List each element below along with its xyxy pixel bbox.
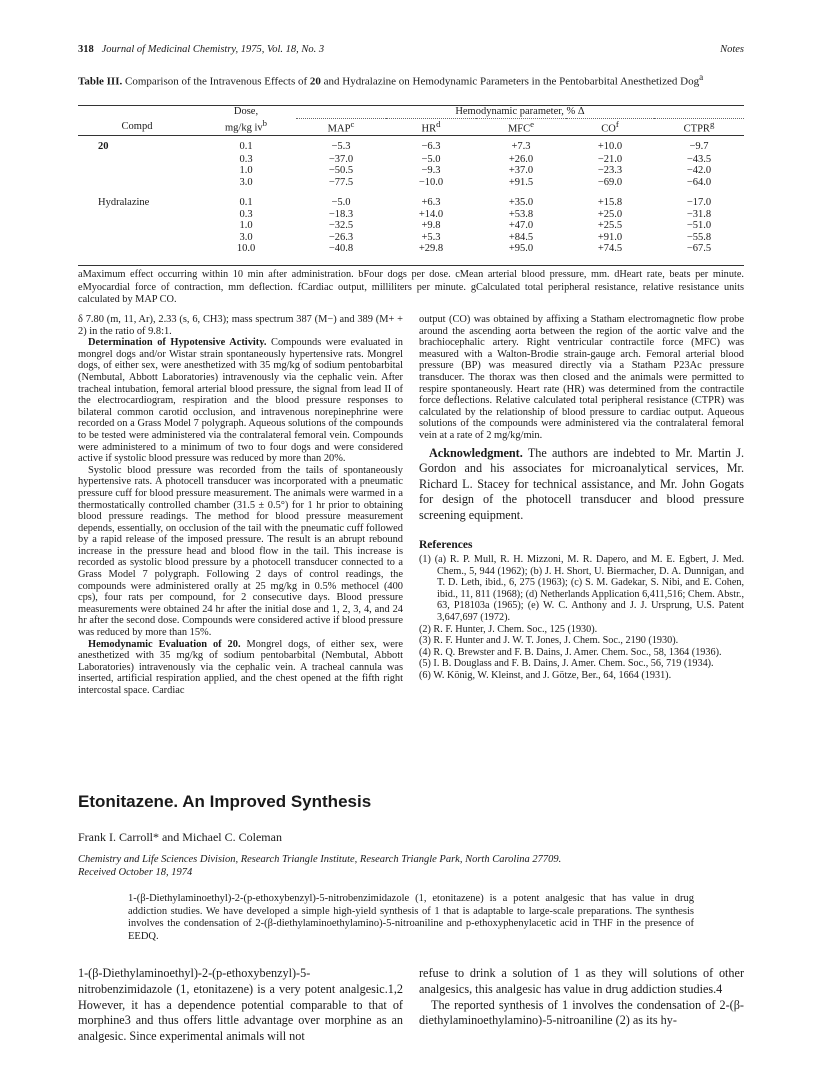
value-cell: −9.3	[421, 165, 441, 176]
compd-cell: 20	[98, 140, 109, 152]
value-cell: +9.8	[421, 220, 441, 231]
dose-cell: 3.0	[239, 231, 253, 243]
value-cell: +10.0	[597, 140, 623, 152]
compd-cell	[78, 154, 196, 166]
compd-cell	[78, 243, 196, 255]
value-cell: +37.0	[508, 165, 534, 176]
value-cell: −67.5	[686, 243, 712, 254]
body-left	[78, 966, 403, 1045]
value-cell: +25.0	[597, 208, 623, 220]
table-row	[78, 165, 744, 177]
dose-cell: 0.3	[239, 208, 253, 220]
compd-header: Compd	[121, 120, 153, 132]
value-cell: −37.0	[328, 153, 354, 165]
header-row-1	[78, 106, 744, 118]
compd-cell: Hydralazine	[98, 197, 150, 208]
reference-item: (3) R. F. Hunter and J. W. T. Jones, J. Chem. Soc., 2190 (1930).	[419, 635, 679, 647]
value-cell: +26.0	[508, 153, 534, 165]
table-row	[78, 140, 744, 154]
value-cell: +6.3	[421, 197, 441, 208]
intro-continued: refuse to drink a solution of 1 as they will solutions of other analgesics, this analgesic has value in drug addiction studies.4	[419, 966, 744, 996]
dose-unit-header: mg/kg $iv^b$	[224, 118, 267, 134]
synthesis-paragraph: The reported synthesis of 1 involves the condensation of 2-(β-diethylaminoethylamino)-5-nitroaniline (2) as its hy-	[419, 997, 744, 1028]
value-cell: −50.5	[328, 165, 354, 176]
param-header-co: $CO^f$	[601, 118, 619, 134]
param-header-hr: $HR^d$	[421, 118, 441, 134]
cardiac-output-paragraph: output (CO) was obtained by affixing a Statham electromagnetic flow probe around the ascending aorta between the region of the aortic valve and the brachiocephalic artery. Right ventricular contractile force (MFC) was measured with a Walton-Brodie strain-gauge arch. Femoral arterial blood pressure (BP) was measured directly via a Statham P23Ac pressure transducer. The thorax was then closed and the animals were permitted to respire spontaneously. Heart rate (HR) was determined from the contractile force deflections. Relative calculated total peripheral resistance (CTPR) was calculated by the relationship of blood pressure to cardiac output. Aqueous solutions of the compounds were administered via the contralateral femoral vein at a rate of 2 mg/kg/min.	[419, 314, 744, 441]
table-row	[78, 209, 744, 221]
value-cell: +91.0	[597, 231, 623, 243]
compd-cell	[78, 177, 196, 189]
dose-cell: 10.0	[236, 243, 256, 254]
caption-text-post: and Hydralazine on Hemodynamic Parameters in the Pentobarbital Anesthetized Dog	[320, 75, 700, 88]
table-row	[78, 177, 744, 189]
caption-compound: 20	[309, 75, 321, 88]
param-header-ctpr: CTPR$^g$	[683, 118, 715, 134]
dose-cell: 0.3	[239, 153, 253, 165]
right-column	[419, 314, 744, 682]
value-cell: +74.5	[597, 243, 623, 254]
value-cell: +84.5	[508, 231, 534, 243]
rat-method-paragraph: Systolic blood pressure was recorded from the tails of spontaneously hypertensive rats. A photocell transducer was incorporated with a pneumatic pressure cuff for blood pressure measurement. The animals were warmed in a thermostatically controlled chamber (31.5 ± 0.5°) for 1 hr prior to obtaining blood pressure readings. The method for blood pressure measurement depends, essentially, on occlusion of the tail with the pneumatic cuff followed by a rapid release of the imposed pressure. The result is an abrupt rebound increase in the pressure head and blood flow in the tail. This increase is recorded as systolic blood pressure by a photocell transducer connected to a Grass Model 7 polygraph. Following 2 days of control readings, the compounds were administered orally at 25 mg/kg in 0.5% methocel (400 cps), four rats per compound, for 2 consecutive days. Blood pressure measurements were obtained 24 hr after the initial dose and 1, 2, 3, 4, and 24 hr after the second dose. Compounds were considered active if blood pressure was reduced by more than 15%.	[78, 464, 403, 639]
acknowledgment: Acknowledgment. The authors are indebted to Mr. Martin J. Gordon and his associates for microanalytical services, Mr. Richard L. Stacey for technical assistance, and Mr. John Gogats for design of the photocell transducer and blood pressure screening equipment.	[419, 445, 744, 522]
dose-cell: 1.0	[239, 165, 253, 176]
group-header: Hemodynamic parameter, % Δ	[296, 106, 744, 118]
value-cell: −21.0	[597, 153, 623, 165]
value-cell: −64.0	[686, 176, 712, 188]
value-cell: +7.3	[511, 140, 531, 152]
running-header	[78, 44, 744, 55]
value-cell: +47.0	[508, 220, 534, 231]
value-cell: +14.0	[418, 208, 444, 220]
value-cell: −10.0	[418, 176, 444, 188]
references-heading: References	[419, 538, 473, 551]
param-header-map: MAP$^c$	[327, 118, 355, 134]
caption-text-pre: Comparison of the Intravenous Effects of	[122, 75, 310, 88]
table-label: Table III.	[78, 75, 123, 88]
value-cell: −51.0	[686, 220, 712, 231]
value-cell: −32.5	[328, 220, 354, 231]
value-cell: −40.8	[328, 243, 354, 254]
reference-item: (4) R. Q. Brewster and F. B. Dains, J. Amer. Chem. Soc., 58, 1364 (1936).	[419, 646, 722, 658]
left-column	[78, 314, 403, 697]
table-row	[78, 232, 744, 244]
caption-note: a	[699, 72, 704, 82]
value-cell: −5.0	[421, 153, 441, 165]
table-row	[78, 197, 744, 209]
article-title: Etonitazene. An Improved Synthesis	[78, 792, 372, 811]
article-affiliation	[78, 854, 561, 879]
journal-citation: Journal of Medicinal Chemistry, 1975, Vol. 18, No. 3	[101, 44, 325, 55]
value-cell: −77.5	[328, 176, 354, 188]
nmr-data: δ 7.80 (m, 11, Ar), 2.33 (s, 6, CH3); mass spectrum 387 (M−) and 389 (M+ + 2) in the ratio of 9.8:1.	[78, 314, 403, 337]
hypotensive-paragraph: Determination of Hypotensive Activity. Compounds were evaluated in mongrel dogs and/or Wistar strain spontaneously hypertensive rats. Mongrel dogs, of either sex, were anesthetized with 35 mg/kg of sodium pentobarbital (Nembutal, Abbott Laboratories) intravenously via the cephalic vein. After tracheal intubation, femoral arterial blood pressure, the signal from lead II of the electrocardiogram, respiration and the blood pressure responses to bilateral common carotid occlusion, and intravenous norepinephrine were recorded on a Grass Model 7 polygraph. Aqueous solutions of the compounds to be tested were administered via the contralateral femoral vein. Compounds were administered to a minimum of two to four dogs and were considered active if systolic blood pressure was reduced by more than 20%.	[78, 337, 404, 465]
intro-paragraph: 1-(β-Diethylaminoethyl)-2-(p-ethoxybenzyl)-5-nitrobenzimidazole (1, etonitazene) is a very potent analgesic.1,2 However, it has a dependence potential comparable to that of morphine3 and thus offers little advantage over morphine as an analgesic. Since experimental animals will not	[78, 966, 403, 1044]
abstract: 1-(β-Diethylaminoethyl)-2-(p-ethoxybenzyl)-5-nitrobenzimidazole (1, etonitazene) is a potent analgesic that has value in drug addiction studies. We have developed a simple high-yield synthesis of 1 that is adaptable to large-scale preparations. The synthesis involves the condensation of 2-(β-diethylaminoethylamino)-5-nitroaniline and p-ethoxyphenylacetic acid in THF in the presence of EEDQ.	[128, 893, 694, 942]
dose-cell: 1.0	[239, 220, 253, 231]
table-caption	[78, 71, 744, 89]
value-cell: +5.3	[421, 231, 441, 243]
dose-cell: 0.1	[239, 140, 253, 152]
hemodynamic-table	[78, 105, 744, 257]
value-cell: −17.0	[686, 197, 712, 208]
header-row-2	[78, 118, 744, 135]
param-header-mfc: MFC$^e$	[507, 118, 535, 134]
table-row	[78, 154, 744, 166]
compd-cell	[78, 209, 196, 221]
value-cell: +95.0	[508, 243, 534, 254]
reference-item: (5) I. B. Douglass and F. B. Dains, J. Amer. Chem. Soc., 56, 719 (1934).	[419, 658, 714, 670]
value-cell: −23.3	[597, 165, 623, 176]
received-date: Received October 18, 1974	[78, 866, 193, 878]
reference-item: (2) R. F. Hunter, J. Chem. Soc., 125 (1930).	[419, 623, 598, 635]
affiliation-text: Chemistry and Life Sciences Division, Research Triangle Institute, Research Triangle Park, North Carolina 27709.	[78, 854, 562, 865]
value-cell: −18.3	[328, 208, 354, 220]
value-cell: +91.5	[508, 176, 534, 188]
reference-item: (1) (a) R. P. Mull, R. H. Mizzoni, M. R. Dapero, and M. E. Egbert, J. Med. Chem., 5, 944 (1962); (b) J. H. Short, U. Biermacher, D. A. Dunnigan, and T. D. Leth, ibid., 6, 275 (1963); (c) S. M. Gadekar, S. Nibi, and E. Cohen, ibid., 11, 811 (1968); (d) Netherlands Application 6,411,516; Chem. Abstr., 63, P18103a (1965); (e) W. C. Anthony and J. J. Ursprung, U.S. Patent 3,647,697 (1972).	[419, 554, 744, 624]
value-cell: −43.5	[686, 153, 712, 165]
compd-cell	[78, 220, 196, 232]
section-label: Notes	[720, 44, 744, 55]
reference-item: (6) W. König, W. Kleinst, and J. Götze, Ber., 64, 1664 (1931).	[419, 670, 672, 682]
table-row	[78, 220, 744, 232]
value-cell: −42.0	[686, 165, 712, 176]
dose-cell: 3.0	[239, 176, 253, 188]
value-cell: −5.0	[331, 197, 351, 208]
hemodynamic-paragraph: Hemodynamic Evaluation of 20. Mongrel dogs, of either sex, were anesthetized with 35 mg/kg of sodium pentobarbital (Nembutal, Abbott Laboratories) intravenously via the cephalic vein. A tracheal cannula was inserted, artificial respiration applied, and the chest opened at the fifth right intercostal space. Cardiac	[78, 638, 403, 696]
value-cell: −55.8	[686, 231, 712, 243]
value-cell: −6.3	[421, 140, 441, 152]
dose-header: Dose,	[233, 106, 259, 118]
value-cell: −69.0	[597, 176, 623, 188]
body-right	[419, 966, 744, 1029]
value-cell: −5.3	[331, 140, 351, 152]
value-cell: −26.3	[328, 231, 354, 243]
dose-cell: 0.1	[239, 197, 253, 208]
value-cell: −31.8	[686, 208, 712, 220]
value-cell: +15.8	[597, 197, 623, 208]
value-cell: +53.8	[508, 208, 534, 220]
table-footnotes: aMaximum effect occurring within 10 min after administration. bFour dogs per dose. cMean arterial blood pressure, mm. dHeart rate, beats per minute. eMyocardial force of contraction, mm deflection. fCardiac output, milliliters per minute. gCalculated total peripheral resistance, relative resistance units calculated by MAP CO.	[78, 265, 744, 307]
compd-cell	[78, 232, 196, 244]
value-cell: −9.7	[689, 140, 709, 152]
page-number: 318	[78, 44, 94, 55]
compd-cell	[78, 165, 196, 177]
article-authors: Frank I. Carroll* and Michael C. Coleman	[78, 830, 282, 844]
table-row	[78, 243, 744, 255]
value-cell: +29.8	[418, 243, 444, 254]
value-cell: +35.0	[508, 197, 534, 208]
value-cell: +25.5	[597, 220, 623, 231]
